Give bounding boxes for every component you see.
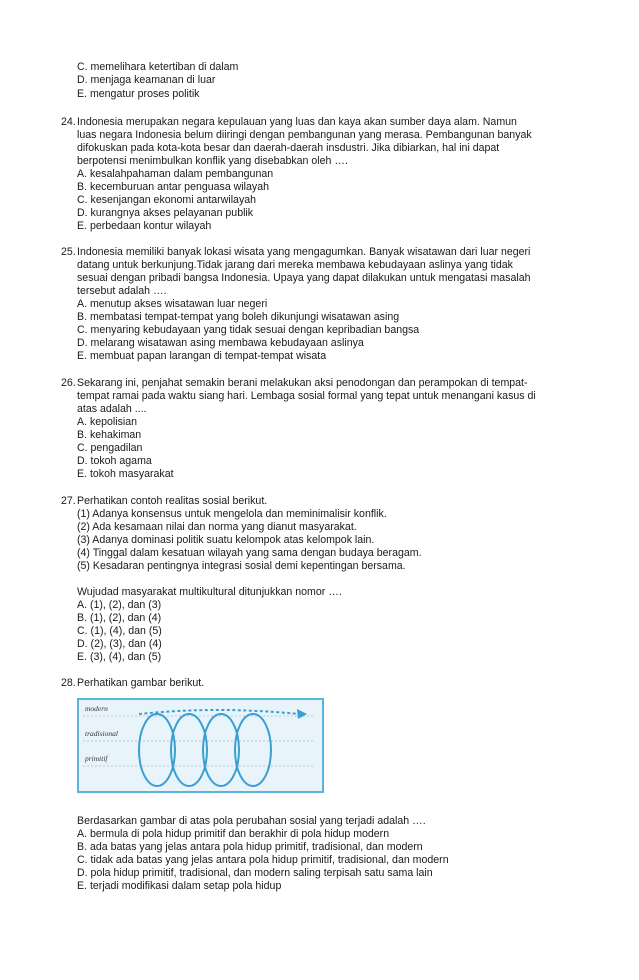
q25-stem-line: sesuai dengan pribadi bangsa Indonesia. Upaya yang dapat dilakukan untuk mengatasi masalah [77,272,531,284]
q25-stem-line: datang untuk berkunjung.Tidak jarang dari mereka membawa kebudayaan aslinya yang tidak [77,259,513,271]
q26-stem-line: atas adalah .... [77,403,147,415]
q23-option-c: C. memelihara ketertiban di dalam [77,61,239,73]
q24-stem-line: Indonesia merupakan negara kepulauan yang luas dan kaya akan sumber daya alam. Namun [77,116,517,128]
q24-stem-line: berpotensi menimbulkan konflik yang disebabkan oleh …. [77,155,348,167]
q25-option-e: E. membuat papan larangan di tempat-tempat wisata [77,350,327,362]
spiral-diagram [77,698,324,793]
q26-option-b: B. kehakiman [77,429,142,441]
q28-question: Berdasarkan gambar di atas pola perubahan sosial yang terjadi adalah …. [77,815,426,827]
modern-label: modern [85,704,108,713]
q28-option-e: E. terjadi modifikasi dalam setap pola hidup [77,880,282,892]
q24-option-a: A. kesalahpahaman dalam pembangunan [77,168,274,180]
q27-stem-line: Perhatikan contoh realitas sosial berikut. [77,495,268,507]
q26-option-a: A. kepolisian [77,416,138,428]
q25-option-c: C. menyaring kebudayaan yang tidak sesuai dengan kepribadian bangsa [77,324,420,336]
q24-number: 24. [61,116,76,128]
q27-option-b: B. (1), (2), dan (4) [77,612,162,624]
q28-number: 28. [61,677,76,689]
primitif-label: primitif [85,754,108,763]
q27-statement: (5) Kesadaran pentingnya integrasi sosial demi kepentingan bersama. [77,560,406,572]
q26-option-d: D. tokoh agama [77,455,152,467]
q23-option-d: D. menjaga keamanan di luar [77,74,216,86]
tradisional-label: tradisional [85,729,118,738]
q24-stem-line: difokuskan pada kota-kota besar dan daerah-daerah insdustri. Jika dibiarkan, hal ini dapat [77,142,500,154]
q27-option-a: A. (1), (2), dan (3) [77,599,162,611]
q24-option-d: D. kurangnya akses pelayanan publik [77,207,254,219]
q28-option-c: C. tidak ada batas yang jelas antara pola hidup primitif, tradisional, dan modern [77,854,449,866]
q26-stem-line: Sekarang ini, penjahat semakin berani melakukan aksi penodongan dan perampokan di tempat- [77,377,528,389]
q27-statement: (3) Adanya dominasi politik suatu kelompok atas kelompok lain. [77,534,375,546]
q25-option-a: A. menutup akses wisatawan luar negeri [77,298,268,310]
q27-option-d: D. (2), (3), dan (4) [77,638,162,650]
q28-stem-line: Perhatikan gambar berikut. [77,677,205,689]
q27-option-e: E. (3), (4), dan (5) [77,651,162,663]
q23-option-e: E. mengatur proses politik [77,88,200,100]
q24-stem-line: luas negara Indonesia belum diiringi dengan pembangunan yang merasa. Pembangunan banyak [77,129,532,141]
q26-option-e: E. tokoh masyarakat [77,468,174,480]
q27-option-c: C. (1), (4), dan (5) [77,625,162,637]
q27-statement: (4) Tinggal dalam kesatuan wilayah yang sama dengan budaya beragam. [77,547,422,559]
q28-option-d: D. pola hidup primitif, tradisional, dan modern saling terpisah satu sama lain [77,867,433,879]
q25-number: 25. [61,246,76,258]
q27-question: Wujudad masyarakat multikultural ditunjukkan nomor …. [77,586,342,598]
q24-option-c: C. kesenjangan ekonomi antarwilayah [77,194,257,206]
q27-statement: (1) Adanya konsensus untuk mengelola dan meminimalisir konflik. [77,508,387,520]
q25-option-d: D. melarang wisatawan asing membawa kebudayaan aslinya [77,337,364,349]
q26-number: 26. [61,377,76,389]
q27-number: 27. [61,495,76,507]
q25-stem-line: tersebut adalah …. [77,285,167,297]
q28-option-b: B. ada batas yang jelas antara pola hidup primitif, tradisional, dan modern [77,841,423,853]
q24-option-e: E. perbedaan kontur wilayah [77,220,212,232]
q24-option-b: B. kecemburuan antar penguasa wilayah [77,181,269,193]
q26-option-c: C. pengadilan [77,442,143,454]
q27-statement: (2) Ada kesamaan nilai dan norma yang dianut masyarakat. [77,521,357,533]
q28-option-a: A. bermula di pola hidup primitif dan berakhir di pola hidup modern [77,828,390,840]
q26-stem-line: tempat ramai pada waktu siang hari. Lembaga sosial formal yang tepat untuk menangani kasus di [77,390,536,402]
q25-option-b: B. membatasi tempat-tempat yang boleh dikunjungi wisatawan asing [77,311,400,323]
q25-stem-line: Indonesia memiliki banyak lokasi wisata yang mengagumkan. Banyak wisatawan dari luar negeri [77,246,531,258]
social-change-figure [77,698,324,793]
